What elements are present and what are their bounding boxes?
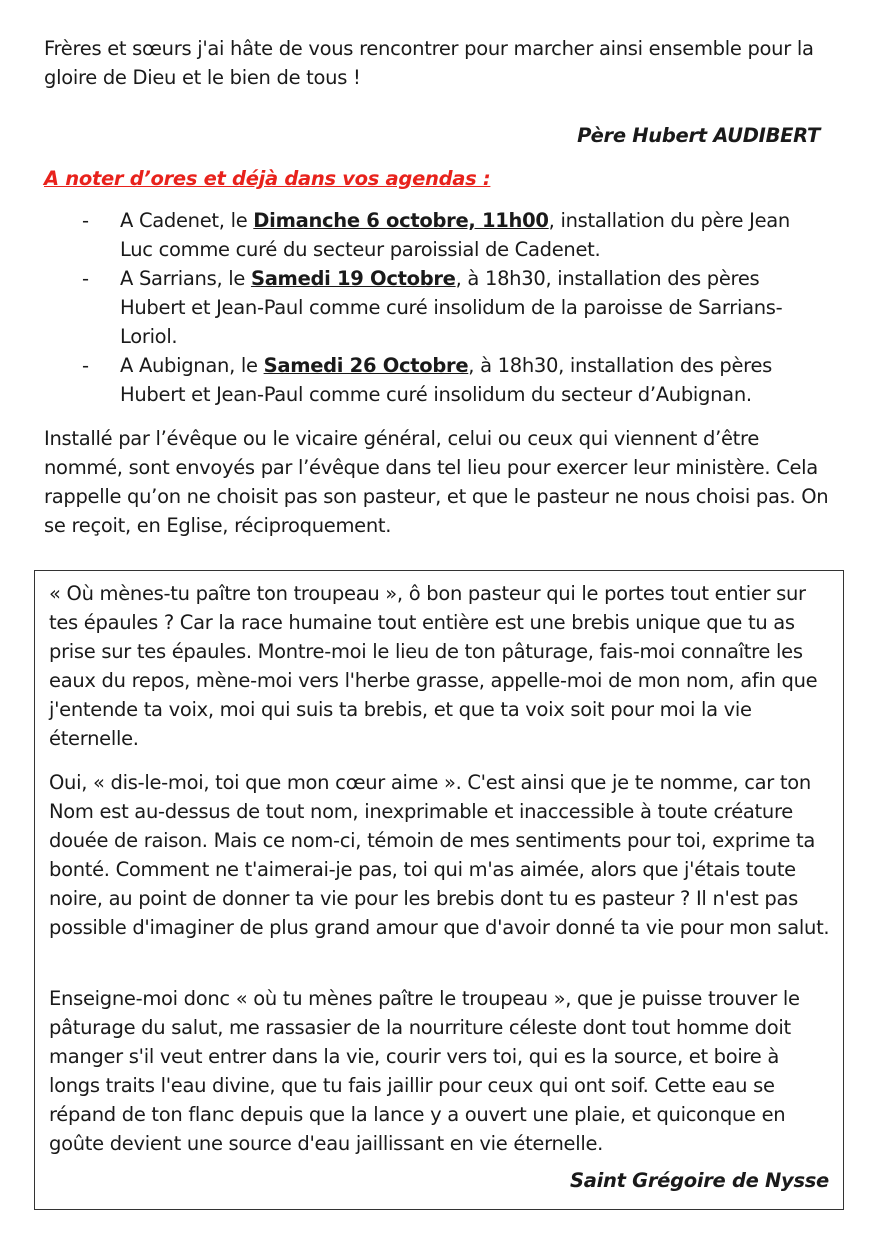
quote-paragraph: « Où mènes-tu paître ton troupeau », ô bon pasteur qui le portes tout entier sur tes épaules ? Car la race humaine tout entière est une brebis unique que tu as prise sur tes épaules. Montre-moi le lieu de ton pâturage, fais-moi connaître les eaux du repos, mène-moi vers l'herbe grasse, appelle-moi de mon nom, afin que j'entende ta voix, moi qui suis ta brebis, et que ta voix soit pour moi la vie éternelle. — [49, 582, 818, 750]
agenda-item-date: Samedi 26 Octobre — [263, 354, 469, 377]
agenda-item — [0, 206, 810, 264]
quote-box — [34, 570, 844, 1210]
quote-author: Saint Grégoire de Nysse — [570, 1169, 829, 1192]
agenda-item — [0, 264, 810, 351]
agenda-item-date: Samedi 19 Octobre — [250, 267, 456, 290]
agenda-heading: A noter d’ores et déjà dans vos agendas : — [44, 167, 491, 190]
list-dash: - — [82, 209, 89, 232]
quote-paragraph: Oui, « dis-le-moi, toi que mon cœur aime ». C'est ainsi que je te nomme, car ton Nom est au-dessus de tout nom, inexprimable et inaccessible à toute créature douée de raison. Mais ce nom-ci, témoin de mes sentiments pour toi, exprime ta bonté. Comment ne t'aimerai-je pas, toi qui m'as aimée, alors que j'étais toute noire, au point de donner ta vie pour les brebis dont tu es pasteur ? Il n'est pas possible d'imaginer de plus grand amour que d'avoir donné ta vie pour mon salut. — [49, 771, 830, 939]
list-dash: - — [82, 354, 89, 377]
agenda-item — [0, 351, 810, 409]
agenda-item-text: , à 18h30, installation des pères Hubert et Jean-Paul comme curé insolidum du secteur d’Aubignan. — [120, 354, 773, 406]
agenda-item-text: A Sarrians, le — [120, 267, 251, 290]
intro-paragraph: Frères et sœurs j'ai hâte de vous rencontrer pour marcher ainsi ensemble pour la gloire de Dieu et le bien de tous ! — [44, 37, 814, 89]
list-dash: - — [82, 267, 89, 290]
agenda-item-text: , à 18h30, installation des pères Hubert et Jean-Paul comme curé insolidum de la paroisse de Sarrians-Loriol. — [120, 267, 783, 348]
agenda-list — [0, 206, 860, 409]
agenda-item-date: Dimanche 6 octobre, 11h00 — [253, 209, 549, 232]
agenda-item-text: , installation du père Jean Luc comme curé du secteur paroissial de Cadenet. — [120, 209, 790, 261]
agenda-item-text: A Aubignan, le — [120, 354, 264, 377]
signature: Père Hubert AUDIBERT — [577, 124, 820, 147]
installation-paragraph: Installé par l’évêque ou le vicaire général, celui ou ceux qui viennent d’être nommé, sont envoyés par l’évêque dans tel lieu pour exercer leur ministère. Cela rappelle qu’on ne choisit pas son pasteur, et que le pasteur ne nous choisi pas. On se reçoit, en Eglise, réciproquement. — [44, 427, 829, 537]
quote-paragraph: Enseigne-moi donc « où tu mènes paître le troupeau », que je puisse trouver le pâturage du salut, me rassasier de la nourriture céleste dont tout homme doit manger s'il veut entrer dans la vie, courir vers toi, qui es la source, et boire à longs traits l'eau divine, que tu fais jaillir pour ceux qui ont soif. Cette eau se répand de ton flanc depuis que la lance y a ouvert une plaie, et quiconque en goûte devient une source d'eau jaillissant en vie éternelle. — [49, 987, 800, 1155]
agenda-item-text: A Cadenet, le — [120, 209, 254, 232]
